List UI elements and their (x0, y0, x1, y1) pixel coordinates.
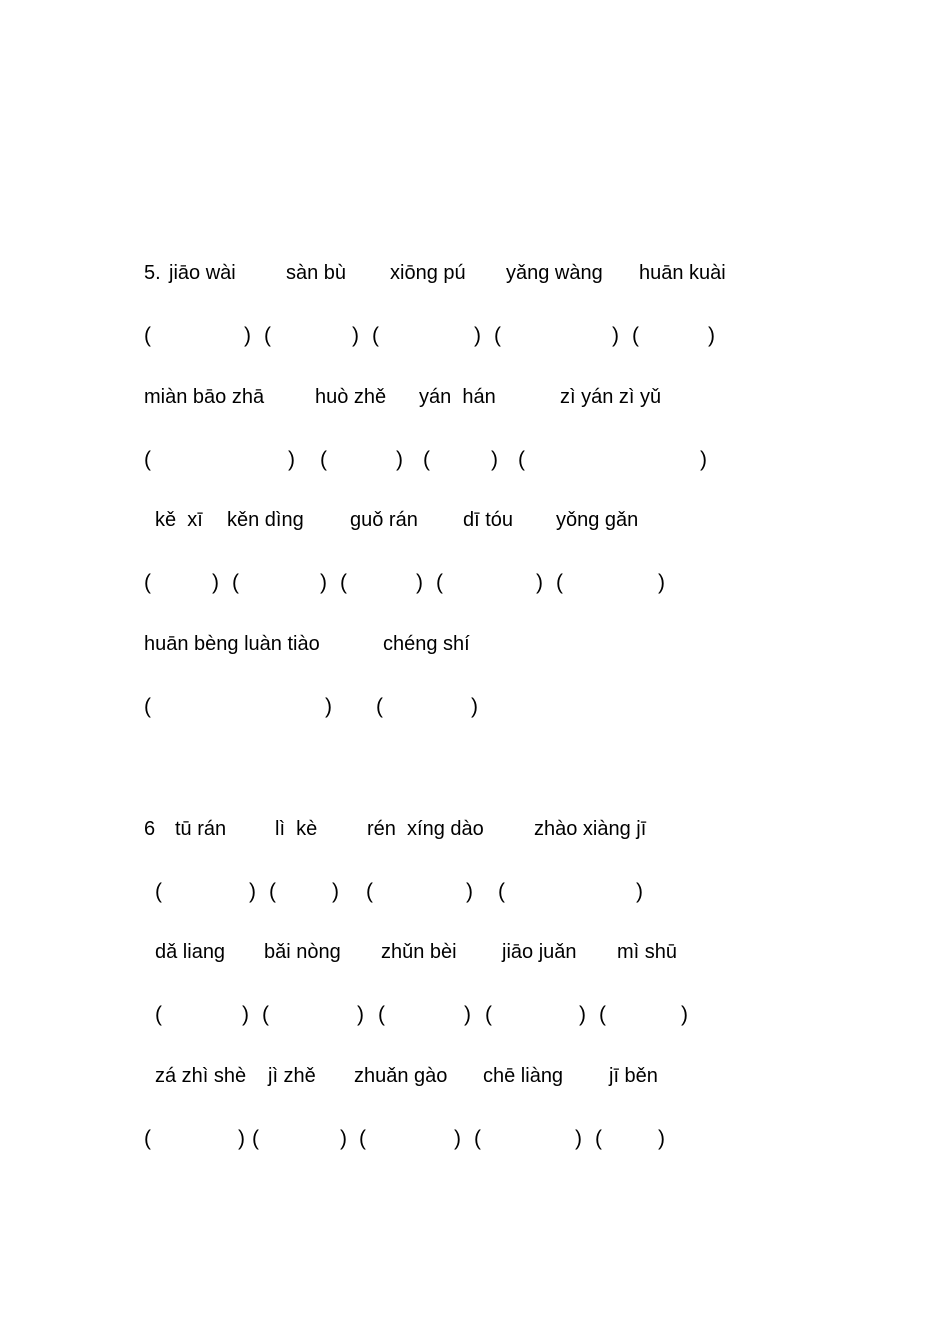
pinyin-item: huò zhě (315, 386, 387, 408)
answer-close-paren: ) (396, 448, 403, 471)
pinyin-item: zhuǎn gào (354, 1065, 448, 1087)
answer-close-paren: ) (466, 880, 473, 903)
pinyin-item: sàn bù (286, 262, 347, 284)
answer-close-paren: ) (579, 1003, 586, 1026)
pinyin-item: zá zhì shè (155, 1065, 247, 1087)
answer-open-paren: ( (144, 448, 151, 471)
pinyin-item: kěn dìng (227, 509, 304, 531)
pinyin-item: dǎ liang (155, 941, 226, 963)
answer-close-paren: ) (212, 571, 219, 594)
pinyin-item: guǒ rán (350, 509, 418, 531)
pinyin-item: huān kuài (639, 262, 726, 284)
pinyin-item: huān bèng luàn tiào (144, 633, 320, 655)
answer-close-paren: ) (242, 1003, 249, 1026)
answer-open-paren: ( (595, 1127, 602, 1150)
answer-close-paren: ) (536, 571, 543, 594)
answer-open-paren: ( (366, 880, 373, 903)
pinyin-item: zhào xiàng jī (534, 818, 647, 840)
answer-open-paren: ( (144, 695, 151, 718)
answer-open-paren: ( (556, 571, 563, 594)
pinyin-item: yán hán (419, 386, 496, 408)
answer-open-paren: ( (485, 1003, 492, 1026)
pinyin-item: zì yán zì yǔ (560, 386, 662, 408)
answer-open-paren: ( (436, 571, 443, 594)
answer-close-paren: ) (357, 1003, 364, 1026)
answer-open-paren: ( (359, 1127, 366, 1150)
pinyin-item: jì zhě (268, 1065, 316, 1087)
answer-close-paren: ) (708, 324, 715, 347)
answer-close-paren: ) (681, 1003, 688, 1026)
answer-close-paren: ) (658, 1127, 665, 1150)
section-number: 6 (144, 818, 156, 840)
answer-open-paren: ( (155, 1003, 162, 1026)
answer-close-paren: ) (352, 324, 359, 347)
answer-close-paren: ) (288, 448, 295, 471)
answer-close-paren: ) (471, 695, 478, 718)
pinyin-item: kě xī (155, 509, 203, 531)
answer-close-paren: ) (491, 448, 498, 471)
answer-open-paren: ( (144, 324, 151, 347)
answer-close-paren: ) (575, 1127, 582, 1150)
answer-open-paren: ( (340, 571, 347, 594)
pinyin-item: jiāo juǎn (502, 941, 577, 963)
pinyin-item: yǎng wàng (506, 262, 603, 284)
answer-close-paren: ) (612, 324, 619, 347)
answer-open-paren: ( (144, 571, 151, 594)
answer-open-paren: ( (144, 1127, 151, 1150)
answer-open-paren: ( (155, 880, 162, 903)
answer-open-paren: ( (599, 1003, 606, 1026)
pinyin-item: lì kè (275, 818, 318, 840)
section-number: 5. (144, 262, 161, 284)
answer-open-paren: ( (269, 880, 276, 903)
pinyin-item: rén xíng dào (367, 818, 484, 840)
answer-close-paren: ) (320, 571, 327, 594)
answer-open-paren: ( (632, 324, 639, 347)
answer-close-paren: ) (464, 1003, 471, 1026)
answer-open-paren: ( (498, 880, 505, 903)
answer-open-paren: ( (320, 448, 327, 471)
answer-open-paren: ( (474, 1127, 481, 1150)
answer-close-paren: ) (340, 1127, 347, 1150)
answer-open-paren: ( (262, 1003, 269, 1026)
answer-open-paren: ( (232, 571, 239, 594)
pinyin-item: tū rán (175, 818, 227, 840)
pinyin-item: jiāo wài (169, 262, 236, 284)
pinyin-item: miàn bāo zhā (144, 386, 265, 408)
answer-open-paren: ( (494, 324, 501, 347)
answer-open-paren: ( (372, 324, 379, 347)
answer-open-paren: ( (264, 324, 271, 347)
answer-close-paren: ) (249, 880, 256, 903)
pinyin-item: dī tóu (463, 509, 514, 531)
pinyin-item: yǒng gǎn (556, 509, 639, 531)
pinyin-item: jī běn (609, 1065, 658, 1087)
answer-open-paren: ( (376, 695, 383, 718)
answer-close-paren: ) (700, 448, 707, 471)
pinyin-item: mì shū (617, 941, 678, 963)
answer-close-paren: ) (416, 571, 423, 594)
answer-close-paren: ) (454, 1127, 461, 1150)
pinyin-item: chē liàng (483, 1065, 564, 1087)
answer-open-paren: ( (423, 448, 430, 471)
answer-close-paren: ) (238, 1127, 245, 1150)
answer-close-paren: ) (474, 324, 481, 347)
pinyin-item: chéng shí (383, 633, 470, 655)
answer-close-paren: ) (325, 695, 332, 718)
answer-open-paren: ( (252, 1127, 259, 1150)
pinyin-item: zhǔn bèi (381, 941, 457, 963)
answer-open-paren: ( (518, 448, 525, 471)
pinyin-item: xiōng pú (390, 262, 466, 284)
answer-close-paren: ) (332, 880, 339, 903)
answer-close-paren: ) (658, 571, 665, 594)
answer-close-paren: ) (636, 880, 643, 903)
pinyin-item: bǎi nòng (264, 941, 341, 963)
answer-open-paren: ( (378, 1003, 385, 1026)
answer-close-paren: ) (244, 324, 251, 347)
